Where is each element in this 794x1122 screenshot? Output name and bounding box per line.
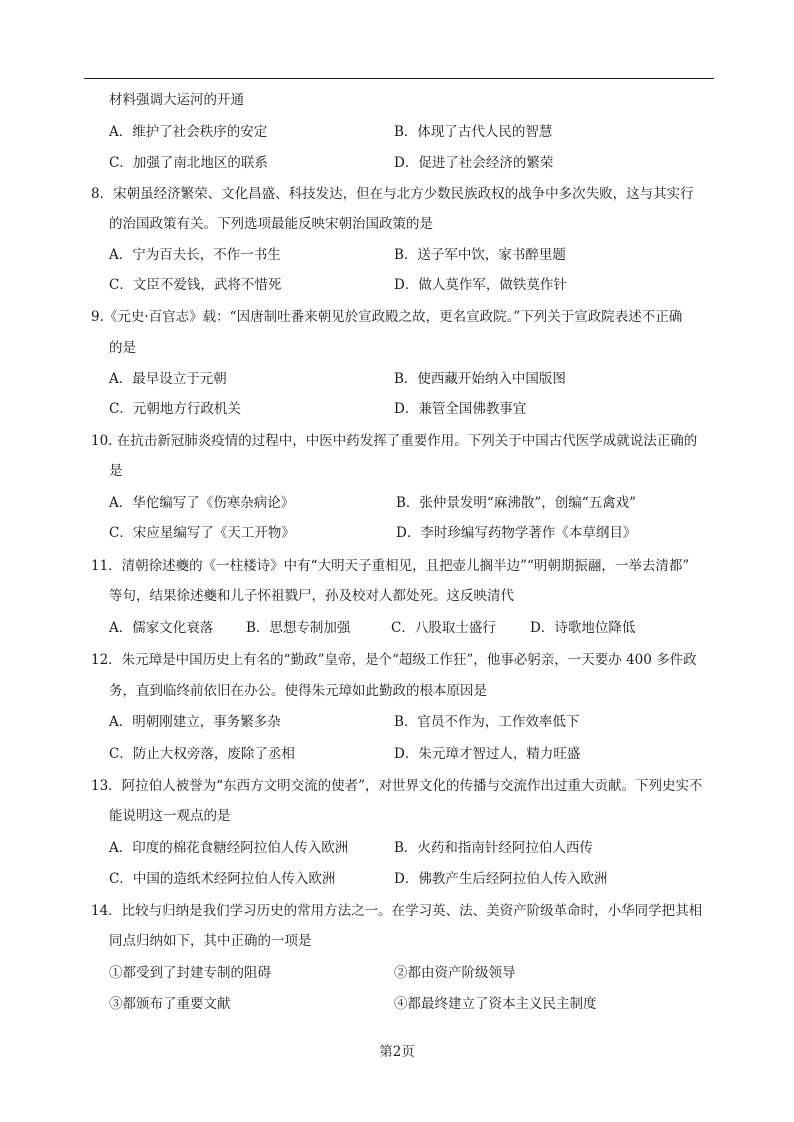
q12-option-c: C．防止大权旁落，废除了丞相: [109, 746, 295, 762]
q12-stem-line1: 12．朱元璋是中国历史上有名的“勤政”皇帝，是个“超级工作狂”，他事必躬亲，一天要办 400 多件政: [91, 652, 697, 668]
q14-item-2: ②都由资产阶级领导: [394, 965, 516, 981]
q13-stem-line1: 13．阿拉伯人被誉为“东西方文明交流的使者”，对世界文化的传播与交流作出过重大贡献。下列史实不: [91, 778, 703, 794]
header-rule: [84, 78, 714, 79]
q9-option-c: C．元朝地方行政机关: [109, 401, 241, 417]
q7-continuation: 材料强调大运河的开通: [109, 92, 244, 108]
q11-option-b: B．思想专制加强: [246, 620, 351, 636]
q9-option-b: B．使西藏开始纳入中国版图: [394, 371, 566, 387]
q8-option-d: D．做人莫作军，做铁莫作针: [394, 277, 567, 293]
q10-stem-line2: 是: [109, 463, 123, 479]
q7-option-a: A．维护了社会秩序的安定: [109, 124, 268, 140]
q11-stem-line1: 11．清朝徐述夔的《一柱楼诗》中有“大明天子重相见，且把壶儿搁半边”“明朝期振翮，一举去清都”: [91, 558, 690, 574]
q11-option-d: D．诗歌地位降低: [530, 620, 636, 636]
q10-stem-line1: 10. 在抗击新冠肺炎疫情的过程中，中医中药发挥了重要作用。下列关于中国古代医学成就说法正确的: [91, 433, 698, 449]
q11-stem-line2: 等句，结果徐述夔和儿子怀祖戮尸，孙及校对人都处死。这反映清代: [109, 588, 514, 604]
q8-option-b: B．送子军中饮，家书醉里题: [394, 247, 566, 263]
q8-option-a: A．宁为百夫长，不作一书生: [109, 247, 281, 263]
q10-option-a: A．华佗编写了《伤寒杂病论》: [109, 495, 295, 511]
q14-item-1: ①都受到了封建专制的阻碍: [109, 965, 271, 981]
q8-stem-line2: 的治国政策有关。下列选项最能反映宋朝治国政策的是: [109, 216, 433, 232]
q9-option-a: A．最早设立于元朝: [109, 371, 227, 387]
q12-option-a: A．明朝刚建立，事务繁多杂: [109, 714, 281, 730]
q10-option-d: D．李时珍编写药物学著作《本草纲目》: [396, 525, 637, 541]
q14-stem-line1: 14．比较与归纳是我们学习历史的常用方法之一。在学习英、法、美资产阶级革命时，小华同学把其相: [91, 903, 703, 919]
q14-stem-line2: 同点归纳如下，其中正确的一项是: [109, 933, 312, 949]
q9-stem-line1: 9.《元史·百官志》载：“因唐制吐番来朝见於宣政殿之故，更名宣政院。”下列关于宣政院表述不正确: [91, 309, 683, 325]
q12-option-b: B．官员不作为，工作效率低下: [394, 714, 580, 730]
q9-stem-line2: 的是: [109, 340, 136, 356]
q13-option-c: C．中国的造纸术经阿拉伯人传入欧洲: [109, 871, 336, 887]
page-number: 第2页: [379, 1044, 415, 1060]
q8-option-c: C．文臣不爱钱，武将不惜死: [109, 277, 282, 293]
q12-stem-line2: 务，直到临终前依旧在办公。使得朱元璋如此勤政的根本原因是: [109, 683, 487, 699]
q8-stem-line1: 8．宋朝虽经济繁荣、文化昌盛、科技发达，但在与北方少数民族政权的战争中多次失败，这与其实行: [91, 186, 694, 202]
q13-option-b: B．火药和指南针经阿拉伯人西传: [394, 840, 593, 856]
q13-stem-line2: 能说明这一观点的是: [109, 808, 231, 824]
q11-option-a: A．儒家文化衰落: [109, 620, 214, 636]
q7-option-b: B．体现了古代人民的智慧: [394, 124, 553, 140]
q13-option-a: A．印度的棉花食糖经阿拉伯人传入欧洲: [109, 840, 349, 856]
q14-item-3: ③都颁布了重要文献: [109, 996, 231, 1012]
q13-option-d: D．佛教产生后经阿拉伯人传入欧洲: [394, 871, 608, 887]
q9-option-d: D．兼管全国佛教事宜: [394, 401, 527, 417]
q7-option-d: D．促进了社会经济的繁荣: [394, 155, 554, 171]
q10-option-b: B．张仲景发明“麻沸散”，创编“五禽戏”: [396, 495, 637, 511]
q14-item-4: ④都最终建立了资本主义民主制度: [394, 996, 597, 1012]
q11-option-c: C．八股取士盛行: [391, 620, 496, 636]
q7-option-c: C．加强了南北地区的联系: [109, 155, 268, 171]
q12-option-d: D．朱元璋才智过人，精力旺盛: [394, 746, 581, 762]
q10-option-c: C．宋应星编写了《天工开物》: [109, 525, 295, 541]
